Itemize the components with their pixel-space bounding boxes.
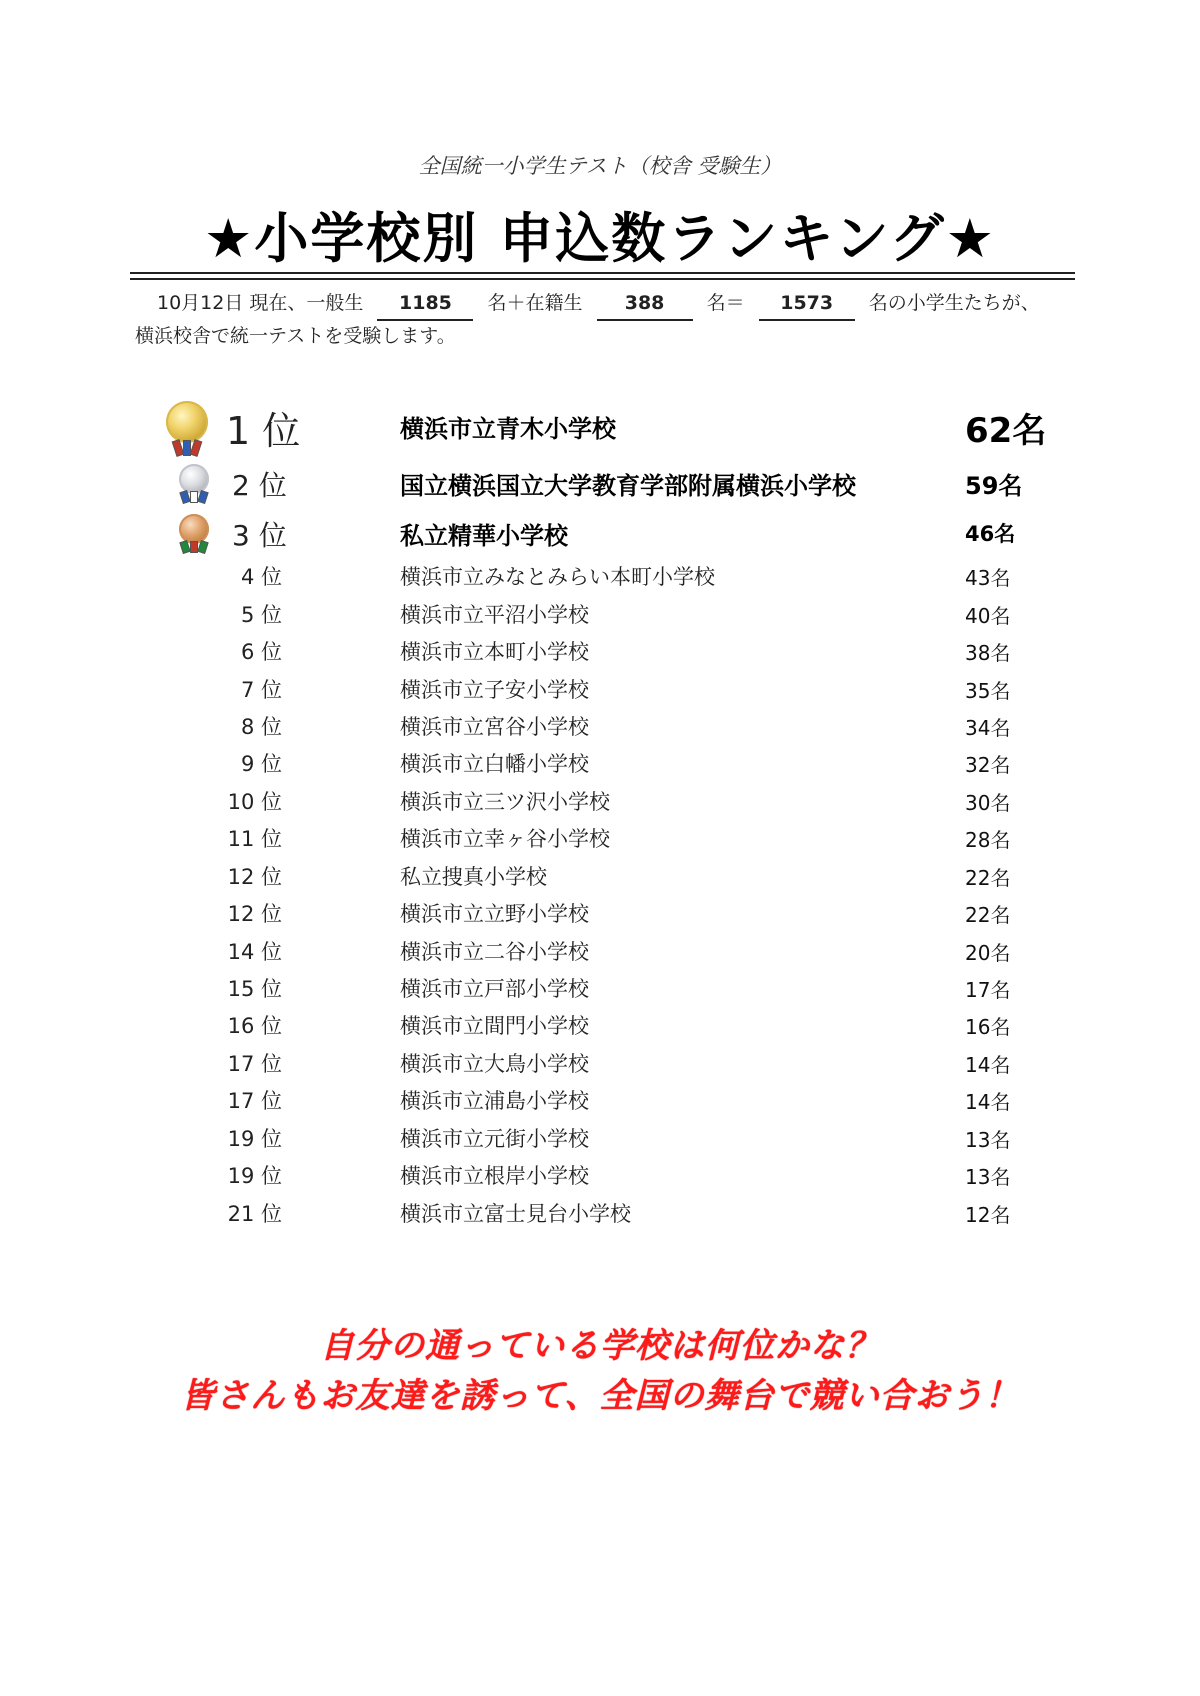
school-name: 横浜市立間門小学校 [400, 1013, 589, 1038]
rank-number: 12 位 [227, 901, 282, 926]
school-name: 横浜市立二谷小学校 [400, 939, 589, 964]
enrolled-count: 388 [597, 287, 693, 321]
rank-number: 17 位 [227, 1088, 282, 1113]
school-name: 横浜市立戸部小学校 [400, 976, 589, 1001]
applicant-count: 12名 [965, 1202, 1011, 1227]
intro-date-prefix: 10月12日 現在、一般生 [157, 292, 364, 314]
rank-number: 11 位 [227, 826, 282, 851]
school-name: 横浜市立浦島小学校 [400, 1088, 589, 1113]
page-title: ★小学校別 申込数ランキング★ [204, 207, 996, 270]
applicant-count: 28名 [965, 827, 1011, 852]
school-name: 横浜市立みなとみらい本町小学校 [400, 564, 715, 589]
applicant-count: 34名 [965, 715, 1011, 740]
intro-after-enrolled: 名＝ [706, 292, 745, 314]
school-name: 私立捜真小学校 [400, 864, 547, 889]
total-count: 1573 [759, 287, 855, 321]
applicant-count: 17名 [965, 977, 1011, 1002]
applicant-count: 32名 [965, 752, 1011, 777]
applicant-count: 46名 [965, 521, 1016, 546]
rank-number: 1 位 [226, 409, 301, 454]
title-divider [130, 272, 1075, 280]
rank-number: 17 位 [227, 1051, 282, 1076]
school-name: 横浜市立宮谷小学校 [400, 714, 589, 739]
cta-line-1: 自分の通っている学校は何位かな？ [320, 1326, 880, 1366]
school-name: 横浜市立富士見台小学校 [400, 1201, 631, 1226]
rank-number: 6 位 [240, 639, 282, 664]
rank-number: 10 位 [227, 789, 282, 814]
rank-number: 15 位 [227, 976, 282, 1001]
applicant-count: 62名 [965, 410, 1047, 451]
school-name: 横浜市立立野小学校 [400, 901, 589, 926]
applicant-count: 16名 [965, 1014, 1011, 1039]
applicant-count: 13名 [965, 1164, 1011, 1189]
school-name: 私立精華小学校 [400, 522, 568, 551]
gold-medal-icon [166, 401, 208, 443]
intro-line-2: 横浜校舎で統一テストを受験します。 [135, 325, 456, 347]
bronze-medal-icon [179, 514, 209, 544]
rank-number: 9 位 [240, 751, 282, 776]
rank-number: 19 位 [227, 1163, 282, 1188]
school-name: 横浜市立本町小学校 [400, 639, 589, 664]
applicant-count: 22名 [965, 865, 1011, 890]
school-name: 横浜市立元街小学校 [400, 1126, 589, 1151]
rank-number: 12 位 [227, 864, 282, 889]
rank-number: 16 位 [227, 1013, 282, 1038]
school-name: 横浜市立三ツ沢小学校 [400, 789, 610, 814]
rank-number: 8 位 [240, 714, 282, 739]
applicant-count: 22名 [965, 902, 1011, 927]
school-name: 横浜市立白幡小学校 [400, 751, 589, 776]
rank-number: 2 位 [232, 468, 287, 502]
general-count: 1185 [377, 287, 473, 321]
applicant-count: 59名 [965, 472, 1023, 501]
intro-after-total: 名の小学生たちが、 [868, 292, 1040, 314]
applicant-count: 40名 [965, 603, 1011, 628]
rank-number: 21 位 [227, 1201, 282, 1226]
rank-number: 3 位 [232, 518, 287, 552]
school-name: 横浜市立幸ヶ谷小学校 [400, 826, 610, 851]
page-subtitle: 全国統一小学生テスト（校舎 受験生） [418, 154, 782, 178]
school-name: 横浜市立根岸小学校 [400, 1163, 589, 1188]
rank-number: 19 位 [227, 1126, 282, 1151]
rank-number: 7 位 [240, 677, 282, 702]
school-name: 国立横浜国立大学教育学部附属横浜小学校 [400, 472, 856, 501]
applicant-count: 14名 [965, 1089, 1011, 1114]
silver-medal-icon [179, 464, 209, 494]
cta-line-2: 皆さんもお友達を誘って、全国の舞台で競い合おう！ [180, 1376, 1020, 1416]
applicant-count: 43名 [965, 565, 1011, 590]
school-name: 横浜市立青木小学校 [400, 415, 616, 444]
intro-after-general: 名＋在籍生 [487, 292, 583, 314]
rank-number: 4 位 [240, 564, 282, 589]
applicant-count: 20名 [965, 940, 1011, 965]
applicant-count: 14名 [965, 1052, 1011, 1077]
school-name: 横浜市立子安小学校 [400, 677, 589, 702]
applicant-count: 30名 [965, 790, 1011, 815]
school-name: 横浜市立大鳥小学校 [400, 1051, 589, 1076]
applicant-count: 38名 [965, 640, 1011, 665]
applicant-count: 13名 [965, 1127, 1011, 1152]
rank-number: 5 位 [240, 602, 282, 627]
intro-line-1 [157, 287, 1040, 321]
rank-number: 14 位 [227, 939, 282, 964]
applicant-count: 35名 [965, 678, 1011, 703]
school-name: 横浜市立平沼小学校 [400, 602, 589, 627]
